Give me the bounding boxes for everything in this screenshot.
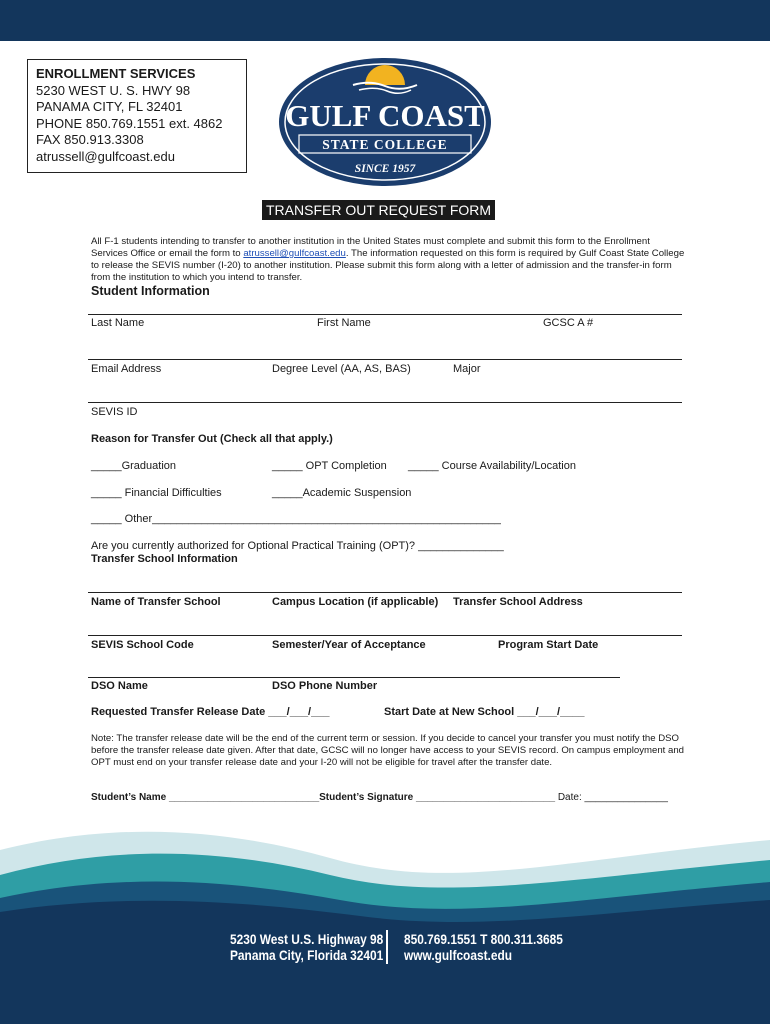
footer-waves — [0, 820, 770, 1024]
reason-heading: Reason for Transfer Out (Check all that apply.) — [91, 433, 333, 445]
divider — [88, 402, 682, 403]
students-signature-field[interactable]: Student’s Signature _________________________ — [319, 792, 556, 803]
option-opt-completion[interactable]: _____ OPT Completion — [272, 460, 387, 472]
intro-email-link[interactable]: atrussell@gulfcoast.edu — [243, 248, 346, 259]
top-banner — [0, 0, 770, 41]
intro-text-1: All F-1 students intending to transfer to another institution in the United States must complete and submit this form to the Enrollment Services Office or email the form to — [91, 236, 650, 259]
logo-name-line2: STATE COLLEGE — [322, 137, 448, 152]
sevis-school-code-label: SEVIS School Code — [91, 639, 194, 651]
option-financial-difficulties[interactable]: _____ Financial Difficulties — [91, 487, 222, 499]
program-start-date-label: Program Start Date — [498, 639, 599, 651]
option-course-availability[interactable]: _____ Course Availability/Location — [408, 460, 576, 472]
divider — [88, 592, 682, 593]
students-name-field[interactable]: Student’s Name ___________________________ — [91, 792, 320, 803]
release-date-field[interactable]: Requested Transfer Release Date ___/___/___ — [91, 706, 330, 718]
office-city: PANAMA CITY, FL 32401 — [36, 99, 183, 114]
divider — [88, 314, 682, 315]
campus-location-label: Campus Location (if applicable) — [272, 596, 439, 608]
dso-phone-label: DSO Phone Number — [272, 680, 378, 692]
footer-website[interactable]: www.gulfcoast.edu — [404, 947, 512, 963]
signature-line — [91, 792, 668, 803]
divider — [88, 359, 682, 360]
gulf-coast-logo — [275, 55, 495, 189]
logo-since: SINCE 1957 — [354, 163, 416, 175]
transfer-school-name-label: Name of Transfer School — [91, 596, 221, 608]
office-name: ENROLLMENT SERVICES — [36, 66, 196, 81]
start-date-field[interactable]: Start Date at New School ___/___/____ — [384, 706, 585, 718]
enrollment-address-box — [27, 59, 247, 173]
logo-name-line1: GULF COAST — [285, 98, 485, 133]
office-street: 5230 WEST U. S. HWY 98 — [36, 82, 191, 98]
semester-year-label: Semester/Year of Acceptance — [272, 639, 426, 651]
degree-level-label: Degree Level (AA, AS, BAS) — [272, 363, 411, 375]
footer-phones: 850.769.1551 T 800.311.3685 — [404, 931, 563, 947]
transfer-school-address-label: Transfer School Address — [453, 596, 583, 608]
office-fax: FAX 850.913.3308 — [36, 132, 144, 147]
office-email: atrussell@gulfcoast.edu — [36, 148, 175, 164]
divider — [88, 677, 620, 678]
footer-separator — [386, 930, 388, 964]
option-graduation[interactable]: _____Graduation — [91, 460, 177, 472]
footer-city: Panama City, Florida 32401 — [230, 947, 384, 963]
intro-paragraph — [91, 236, 687, 284]
student-info-heading: Student Information — [91, 284, 210, 298]
option-other[interactable]: _____ Other_________________________________________________________ — [91, 513, 501, 525]
option-academic-suspension[interactable]: _____Academic Suspension — [272, 487, 412, 499]
dso-name-label: DSO Name — [91, 680, 148, 692]
office-phone: PHONE 850.769.1551 ext. 4862 — [36, 115, 223, 131]
sevis-id-label: SEVIS ID — [91, 406, 138, 418]
email-address-label: Email Address — [91, 363, 162, 375]
last-name-label: Last Name — [91, 317, 145, 329]
date-field[interactable]: Date: _______________ — [557, 792, 668, 803]
gcsc-a-label: GCSC A # — [543, 317, 594, 329]
transfer-school-heading: Transfer School Information — [91, 553, 238, 565]
intro-text-2: . The information requested on this form is required by Gulf Coast State College to release the SEVIS number (I-20) to another institution. Please submit this form along with a letter of admission and the transfer-in form from the institution to which you intend to transfer. — [91, 248, 685, 283]
form-title: TRANSFER OUT REQUEST FORM — [262, 200, 495, 220]
opt-question[interactable]: Are you currently authorized for Optional Practical Training (OPT)? ______________ — [91, 540, 504, 552]
first-name-label: First Name — [317, 317, 371, 329]
footer-street: 5230 West U.S. Highway 98 — [230, 931, 384, 947]
release-note: Note: The transfer release date will be the end of the current term or session. If you decide to cancel your transfer you must notify the DSO before the transfer release date given. After that date, GCSC will no longer have access to your SEVIS record. On campus employment and OPT must end on your transfer release date and your I-20 will not be eligible for travel after the transfer date. — [91, 733, 684, 768]
major-label: Major — [453, 363, 481, 375]
divider — [88, 635, 682, 636]
